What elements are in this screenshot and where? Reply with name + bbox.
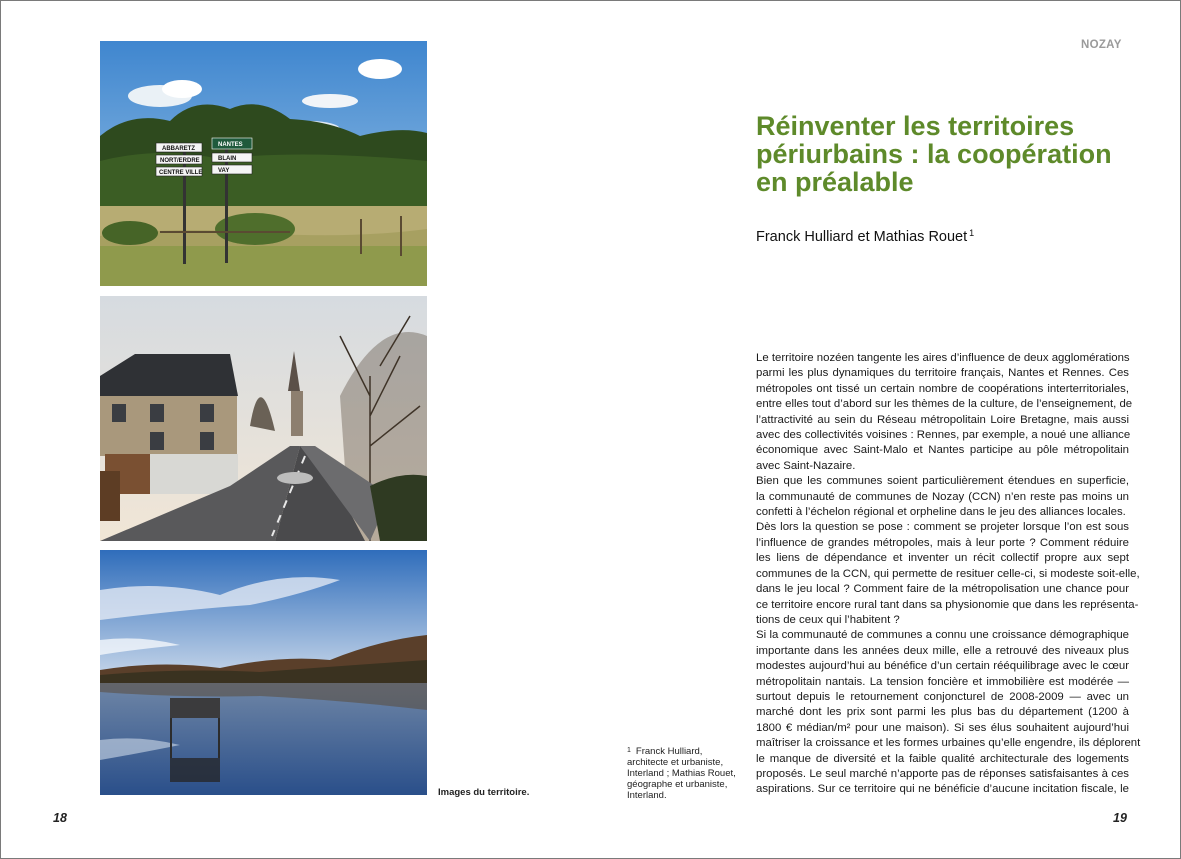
authors-note-mark: 1 — [969, 228, 975, 238]
footnote — [627, 745, 745, 801]
body-line: l’attractivité au sein du Réseau métropolitain Loire Bretagne, mais aussi — [756, 413, 1129, 426]
body-line: économique avec Saint-Malo et Nantes participe au pôle métropolitain — [756, 444, 1129, 457]
sign-abbaretz: ABBARETZ — [162, 146, 195, 152]
article-body — [756, 351, 1141, 798]
footnote-line: Interland. — [627, 790, 667, 801]
footnote-line: géographe et urbaniste, — [627, 779, 728, 790]
body-line: communes de la CCN, qui permette de resituer celle-ci, si modeste soit-elle, — [756, 567, 1140, 580]
body-line: dans le jeu local ? Comment faire de la métropolisation une chance pour — [756, 583, 1129, 596]
body-line: parmi les plus dynamiques du territoire français, Nantes et Rennes. Ces — [756, 367, 1129, 380]
body-line: Dès lors la question se pose : comment se projeter lorsque l’on est sous — [756, 521, 1129, 534]
page-number-left: 18 — [53, 811, 67, 825]
lake-photo — [100, 550, 427, 795]
body-line: le manque de diversité et la faible qualité architecturale des logements — [756, 752, 1129, 765]
body-line: métropolitain nantais. La tension foncière et immobilière est modérée — — [756, 675, 1129, 688]
body-line: maîtriser la croissance et les formes urbaines qu’elle engendre, ils déplorent — [756, 737, 1141, 750]
authors-names: Franck Hulliard et Mathias Rouet — [756, 229, 968, 245]
title-line: périurbains : la coopération — [756, 139, 1112, 169]
body-line: tions de ceux qui l’habitent ? — [756, 613, 900, 626]
body-line: Si la communauté de communes a connu une croissance démographique — [756, 629, 1129, 642]
body-line: avec Saint-Nazaire. — [756, 459, 856, 472]
body-line: avec des collectivités voisines : Rennes, par exemple, a noué une alliance — [756, 429, 1131, 442]
body-line: confetti à l’échelon régional et orpheline dans le jeu des alliances locales. — [756, 506, 1126, 519]
body-line: la communauté de communes de Nozay (CCN) n’en reste pas moins un — [756, 490, 1129, 503]
body-line: importante dans les années deux mille, elle a retrouvé des niveaux plus — [756, 644, 1129, 657]
body-line: Bien que les communes soient particulièrement étendues en superficie, — [756, 475, 1129, 488]
title-line: en préalable — [756, 167, 914, 197]
body-line: l’influence de grandes métropoles, mais à leur porte ? Comment réduire — [756, 536, 1129, 549]
footnote-line: Franck Hulliard, — [635, 746, 703, 757]
body-line: métropoles ont tissé un certain nombre de coopérations interterritoriales, — [756, 382, 1129, 395]
body-line: proposés. Le seul marché n’apporte pas de réponses satisfaisantes à ces — [756, 767, 1129, 780]
footnote-mark: 1 — [627, 747, 631, 754]
photo-caption: Images du territoire. — [438, 787, 530, 798]
sign-blain: BLAIN — [218, 156, 237, 162]
book-spread — [1, 1, 1180, 858]
body-line: surtout depuis le retournement conjoncturel de 2008-2009 — avec un — [756, 690, 1129, 703]
body-line: entre elles tout d’abord sur les thèmes de la culture, de l’enseignement, de — [756, 398, 1133, 411]
body-line: aspirations. Sur ce territoire qui ne bénéficie d’aucune incitation fiscale, le — [756, 783, 1129, 796]
footnote-line: architecte et urbaniste, — [627, 757, 724, 768]
village-street-photo — [100, 296, 427, 541]
sign-nort-erdre: NORT/ERDRE — [160, 158, 200, 164]
body-line: les liens de dépendance et inventer un récit collectif propre aux sept — [756, 552, 1129, 565]
body-line: ce territoire encore rural tant dans sa physionomie que dans les représenta- — [756, 598, 1139, 611]
road-signs-photo — [100, 41, 427, 286]
body-line: 1800 € médian/m² pour une maison). Si ses élus souhaitent aujourd’hui — [756, 721, 1129, 734]
title-line: Réinventer les territoires — [756, 111, 1075, 141]
running-head: NOZAY — [1081, 39, 1122, 51]
article-title — [756, 112, 1156, 196]
body-line: Le territoire nozéen tangente les aires d’influence de deux agglomérations — [756, 352, 1130, 364]
page-number-right: 19 — [1113, 811, 1127, 825]
sign-nantes: NANTES — [218, 142, 243, 148]
authors-line — [756, 228, 974, 245]
sign-vay: VAY — [218, 168, 230, 174]
body-line: modestes aujourd’hui au bénéfice d’un certain rééquilibrage avec le cœur — [756, 660, 1129, 673]
body-line: marché dont les prix sont parmi les plus bas du département (1200 à — [756, 706, 1129, 719]
footnote-line: Interland ; Mathias Rouet, — [627, 768, 736, 779]
sign-centre-ville: CENTRE VILLE — [159, 170, 203, 176]
